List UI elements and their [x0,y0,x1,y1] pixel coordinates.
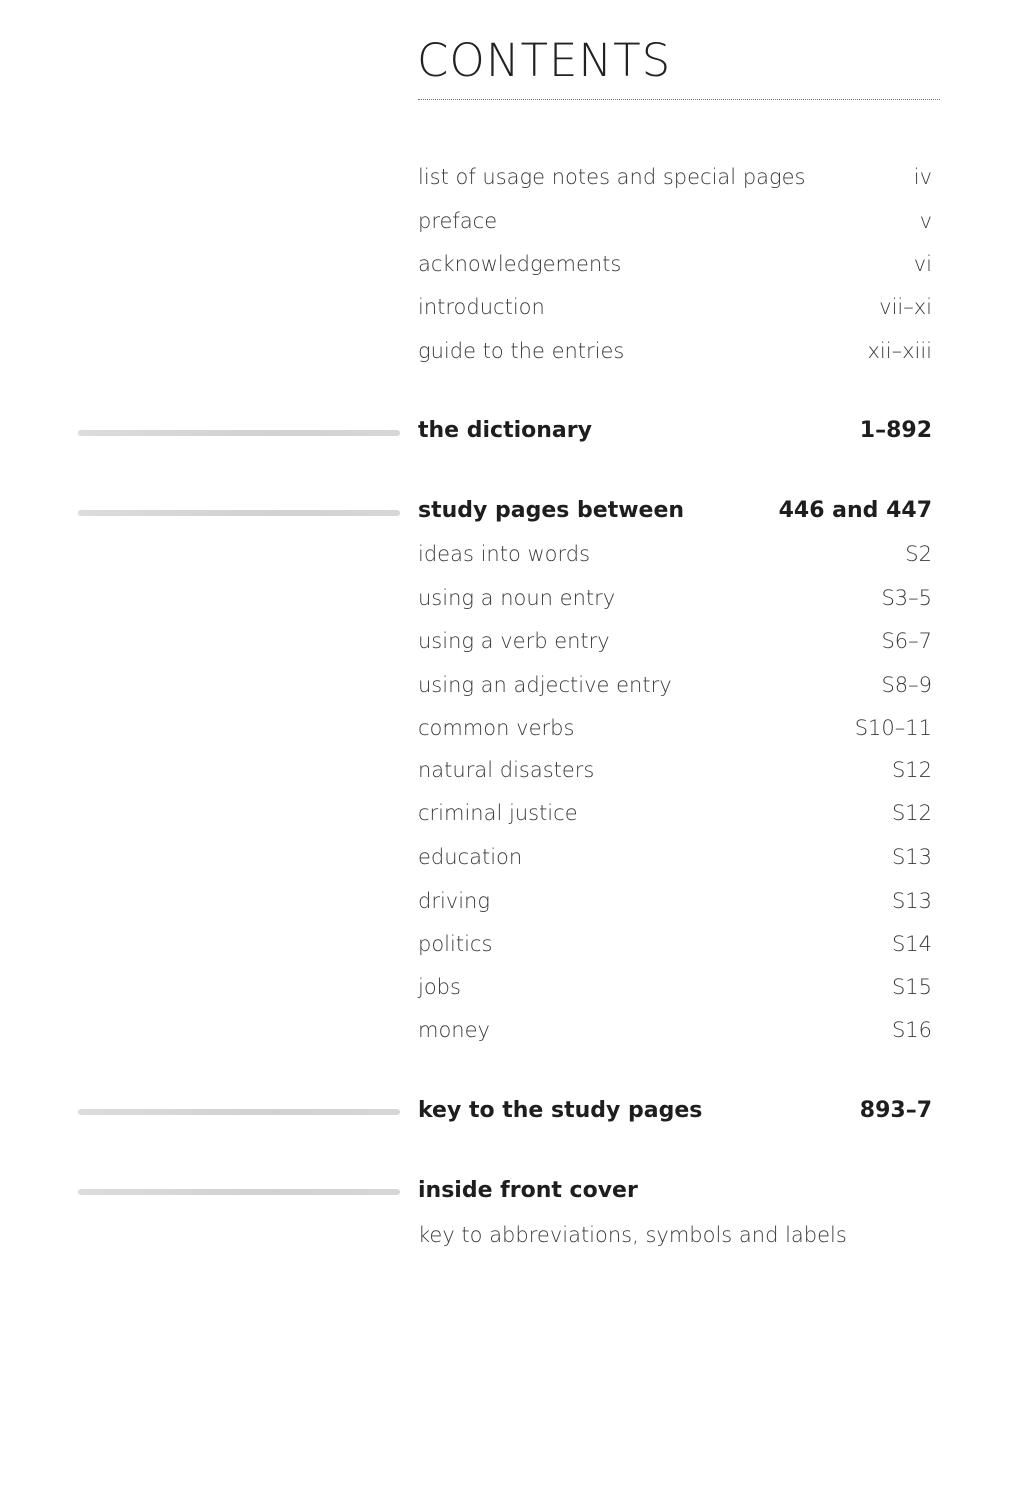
toc-entry-noun[interactable] [418,583,932,613]
toc-entry-page: S6–7 [881,629,932,653]
toc-heading-key-study[interactable] [418,1096,932,1126]
toc-heading-dictionary[interactable] [418,416,932,446]
toc-entry-label: politics [418,932,493,956]
toc-entry-label: preface [418,209,498,233]
toc-entry-page: iv [913,165,932,189]
toc-entry-label: list of usage notes and special pages [418,165,806,189]
toc-entry-label: ideas into words [418,542,591,566]
toc-entry-usage-notes[interactable] [418,162,932,192]
toc-entry-page: S12 [891,801,932,825]
toc-entry-criminal-justice[interactable] [418,798,932,828]
toc-entry-label: driving [418,889,490,913]
page-title: CONTENTS [417,34,672,87]
toc-heading-study-pages[interactable] [418,496,932,526]
toc-entry-page: xii–xiii [867,339,932,363]
toc-entry-money[interactable] [418,1015,932,1045]
toc-entry-education[interactable] [418,842,932,872]
toc-entry-label: criminal justice [418,801,578,825]
toc-entry-label: common verbs [418,716,575,740]
toc-entry-page: S2 [905,542,932,566]
toc-entry-page: vi [913,252,932,276]
toc-entry-adjective[interactable] [418,670,932,700]
toc-entry-verb[interactable] [418,626,932,656]
toc-entry-page: S15 [891,975,932,999]
toc-entry-label: education [418,845,523,869]
section-marker-bar [78,430,400,436]
toc-heading-page: 446 and 447 [778,498,932,523]
toc-entry-page: S10–11 [854,716,932,740]
toc-entry-jobs[interactable] [418,972,932,1002]
toc-heading-label: the dictionary [418,418,592,443]
toc-entry-driving[interactable] [418,886,932,916]
toc-entry-label: guide to the entries [418,339,625,363]
toc-entry-page: S16 [891,1018,932,1042]
toc-heading-inside-cover[interactable] [418,1176,932,1206]
toc-heading-label: inside front cover [418,1178,638,1203]
toc-entry-page: S13 [891,889,932,913]
toc-entry-page: v [919,209,932,233]
toc-entry-label: acknowledgements [418,252,622,276]
toc-entry-label: using a noun entry [418,586,616,610]
toc-entry-introduction[interactable] [418,292,932,322]
toc-entry-guide[interactable] [418,336,932,366]
toc-heading-page: 1–892 [859,418,932,443]
toc-entry-page: S14 [891,932,932,956]
toc-entry-ideas[interactable] [418,539,932,569]
toc-entry-page: vii–xi [879,295,932,319]
toc-entry-label: key to abbreviations, symbols and labels [418,1223,847,1247]
toc-entry-label: introduction [418,295,545,319]
toc-entry-preface[interactable] [418,206,932,236]
toc-entry-page: S3–5 [881,586,932,610]
toc-heading-label: study pages between [418,498,685,523]
toc-entry-common-verbs[interactable] [418,713,932,743]
toc-entry-natural-disasters[interactable] [418,755,932,785]
toc-entry-abbreviations[interactable] [418,1220,938,1250]
toc-entry-acknowledgements[interactable] [418,249,932,279]
toc-entry-page: S12 [891,758,932,782]
section-marker-bar [78,510,400,516]
section-marker-bar [78,1109,400,1115]
toc-entry-label: using an adjective entry [418,673,672,697]
toc-entry-label: natural disasters [418,758,595,782]
section-marker-bar [78,1189,400,1195]
title-dotted-rule [418,99,940,100]
toc-entry-page: S8–9 [881,673,932,697]
toc-entry-page: S13 [891,845,932,869]
toc-entry-label: money [418,1018,490,1042]
toc-entry-label: jobs [418,975,461,999]
toc-entry-politics[interactable] [418,929,932,959]
toc-heading-label: key to the study pages [418,1098,703,1123]
toc-entry-label: using a verb entry [418,629,610,653]
toc-heading-page: 893–7 [859,1098,932,1123]
